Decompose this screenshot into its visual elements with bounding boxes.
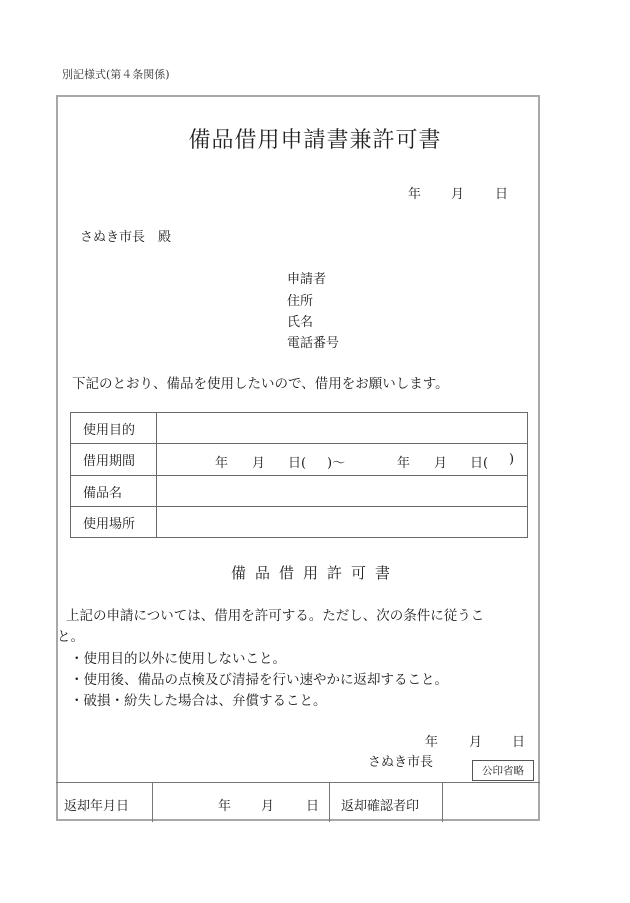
address-field[interactable]: 住所 bbox=[287, 294, 314, 309]
seal-omitted-badge: 公印省略 bbox=[472, 760, 534, 781]
divider bbox=[152, 783, 153, 822]
period-field[interactable] bbox=[157, 444, 528, 476]
return-date-label: 返却年月日 bbox=[64, 799, 130, 814]
return-confirm-label: 返却確認者印 bbox=[341, 799, 420, 814]
name-field[interactable]: 氏名 bbox=[287, 315, 314, 330]
return-row bbox=[56, 782, 540, 822]
location-field[interactable] bbox=[157, 507, 528, 538]
to-close: ) bbox=[509, 451, 515, 467]
phone-field[interactable]: 電話番号 bbox=[287, 336, 340, 351]
list-item: ・破損・紛失した場合は、弁償すること。 bbox=[70, 693, 327, 709]
location-label: 使用場所 bbox=[71, 507, 157, 538]
permit-date-year[interactable]: 年 bbox=[425, 735, 439, 750]
permit-title: 備品借用許可書 bbox=[230, 564, 399, 582]
form-reference: 別記様式(第４条関係) bbox=[62, 68, 170, 81]
table-row bbox=[71, 507, 528, 538]
return-year[interactable]: 年 bbox=[218, 799, 232, 814]
item-name-field[interactable] bbox=[157, 476, 528, 507]
divider bbox=[329, 783, 330, 822]
permit-text-line2: と。 bbox=[57, 629, 84, 645]
from-close: )～ bbox=[327, 455, 346, 471]
date-year[interactable]: 年 bbox=[408, 187, 422, 202]
date-day[interactable]: 日 bbox=[495, 187, 509, 202]
divider bbox=[442, 783, 443, 822]
period-label: 借用期間 bbox=[71, 444, 157, 476]
table-row bbox=[71, 413, 528, 444]
application-table bbox=[70, 412, 528, 538]
list-item: ・使用目的以外に使用しないこと。 bbox=[70, 651, 286, 667]
to-month[interactable]: 月 bbox=[434, 455, 448, 471]
addressee: さぬき市長 殿 bbox=[80, 230, 172, 245]
to-day[interactable]: 日( bbox=[470, 455, 489, 471]
to-year[interactable]: 年 bbox=[397, 455, 411, 471]
return-confirm-seal-field[interactable] bbox=[451, 795, 536, 815]
purpose-field[interactable] bbox=[157, 413, 528, 444]
list-item: ・使用後、備品の点検及び清掃を行い速やかに返却すること。 bbox=[70, 672, 448, 688]
from-year[interactable]: 年 bbox=[215, 455, 229, 471]
permit-text-line1: 上記の申請については、借用を許可する。ただし、次の条件に従うこ bbox=[66, 608, 485, 624]
from-day[interactable]: 日( bbox=[288, 455, 307, 471]
lead-text: 下記のとおり、備品を使用したいので、借用をお願いします。 bbox=[72, 376, 449, 392]
table-row bbox=[71, 444, 528, 476]
from-month[interactable]: 月 bbox=[252, 455, 266, 471]
purpose-label: 使用目的 bbox=[71, 413, 157, 444]
item-name-label: 備品名 bbox=[71, 476, 157, 507]
issuer: さぬき市長 bbox=[368, 755, 434, 770]
applicant-heading: 申請者 bbox=[287, 272, 327, 287]
permit-date-month[interactable]: 月 bbox=[469, 735, 483, 750]
date-month[interactable]: 月 bbox=[451, 187, 465, 202]
table-row bbox=[71, 476, 528, 507]
return-month[interactable]: 月 bbox=[261, 799, 275, 814]
return-day[interactable]: 日 bbox=[306, 799, 320, 814]
document-title: 備品借用申請書兼許可書 bbox=[188, 128, 442, 153]
permit-date-day[interactable]: 日 bbox=[512, 735, 526, 750]
